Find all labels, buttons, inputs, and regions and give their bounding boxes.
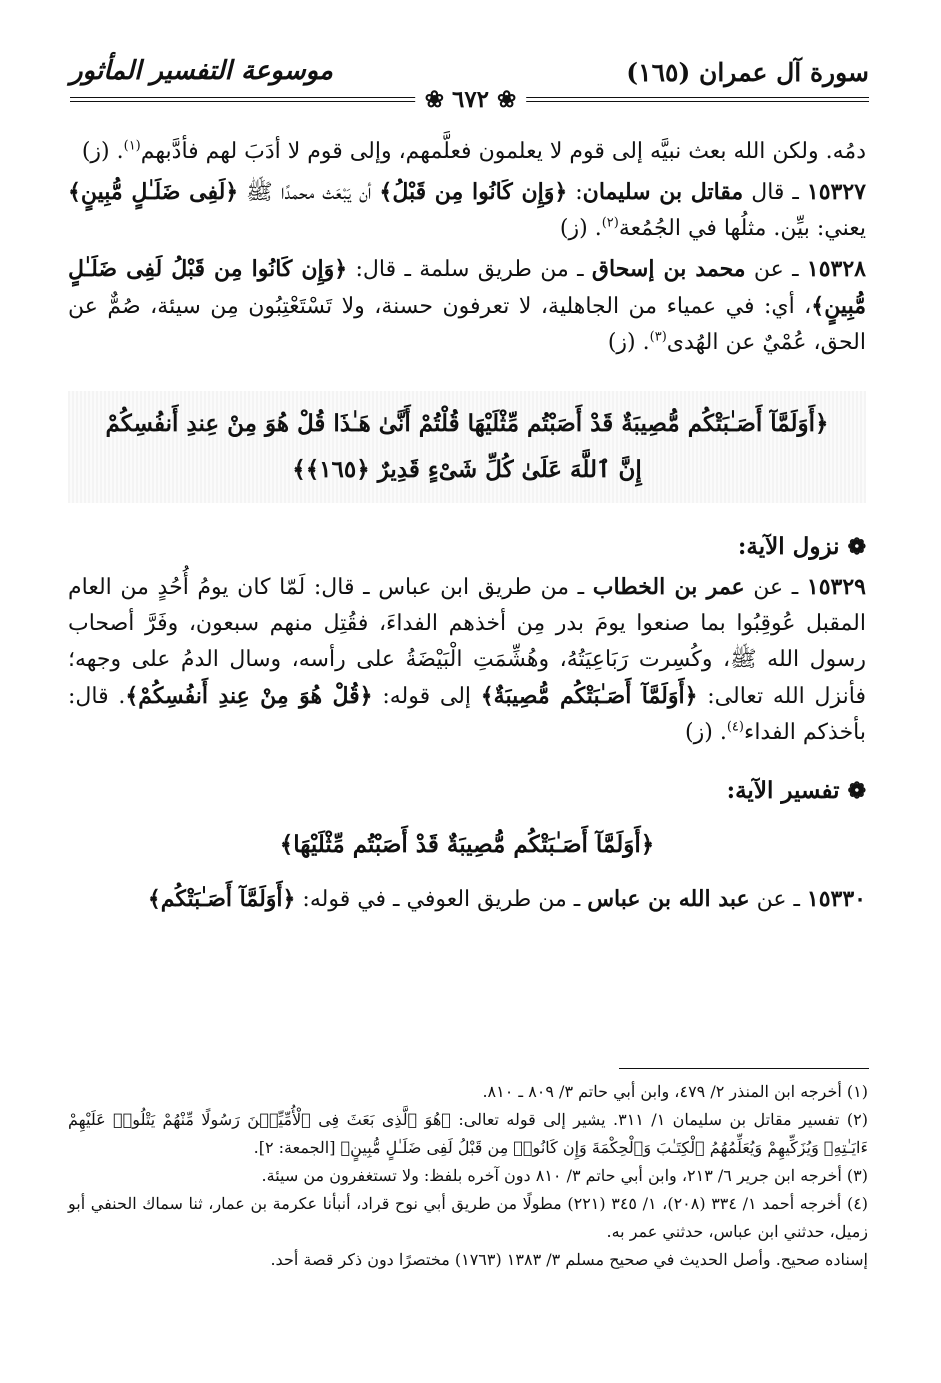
book-title-header: موسوعة التفسير المأثور	[70, 56, 333, 86]
footnote-2: (٢) تفسير مقاتل بن سليمان ١/ ٣١١. يشير إلى قوله تعالى: ﴿هُوَ ٱلَّذِى بَعَثَ فِى ٱلْأُمِّيِّـۧنَ رَسُولًا مِّنْهُمْ يَتْلُوا۟ عَلَيْهِمْ ءَايَـٰتِهِۦ وَيُزَكِّيهِمْ وَيُعَلِّمُهُمُ ٱلْكِتَـٰبَ وَٱلْحِكْمَةَ وَإِن كَانُوا۟ مِن قَبْلُ لَفِى ضَلَـٰلٍ مُّبِينٍ﴾ [الجمعة: ٢].	[68, 1110, 868, 1157]
main-text	[68, 134, 866, 922]
footnote-ref: (١)	[123, 138, 141, 154]
verse-line-1: ﴿أَوَلَمَّآ أَصَـٰبَتْكُم مُّصِيبَةٌ قَدْ أَصَبْتُم مِّثْلَيْهَا قُلْتُمْ أَنَّىٰ هَـٰذَا قُلْ هُوَ مِنْ عِندِ أَنفُسِكُمْ	[105, 410, 829, 437]
section-heading-tafsir: ❁ تفسير الآية:	[726, 777, 866, 804]
footnote-1: (١) أخرجه ابن المنذر ٢/ ٤٧٩، وابن أبي حاتم ٣/ ٨٠٩ ـ ٨١٠.	[482, 1082, 868, 1101]
verse-line-2: إِنَّ ٱللَّهَ عَلَىٰ كُلِّ شَىْءٍ قَدِيرٌ ﴿١٦٥﴾﴾	[292, 456, 642, 483]
footnote-4-grading: إسناده صحيح. وأصل الحديث في صحيح مسلم ٣/ ١٣٨٣ (١٧٦٣) مختصرًا دون ذكر قصة أحد.	[270, 1250, 868, 1269]
quran-quote: ﴿لَفِى ضَلَـٰلٍ مُّبِينٍ﴾	[68, 179, 239, 205]
narrator-name: عبد الله بن عباس	[587, 886, 750, 912]
narration-number: ١٥٣٣٠	[806, 886, 866, 912]
quran-quote: ﴿وَإِن كَانُوا مِن قَبْلُ﴾	[379, 179, 568, 205]
quran-quote: ﴿أَوَلَمَّآ أَصَـٰبَتْكُم﴾	[147, 886, 296, 912]
footnote-rule	[619, 1068, 869, 1069]
page-number: ❀ ٦٧٢ ❀	[415, 86, 527, 113]
flower-icon: ❁	[847, 534, 866, 560]
quran-quote: ﴿وَإِن كَانُوا مِن قَبْلُ لَفِى ضَلَـٰلٍ مُّبِينٍ﴾	[68, 256, 866, 319]
narration-15330: ١٥٣٣٠ ـ عن عبد الله بن عباس ـ من طريق العوفي ـ في قوله: ﴿أَوَلَمَّآ أَصَـٰبَتْكُم﴾	[147, 886, 866, 912]
surah-header: سورة آل عمران (١٦٥)	[626, 58, 869, 87]
narration-15329: ١٥٣٢٩ ـ عن عمر بن الخطاب ـ من طريق ابن عباس ـ قال: لَمّا كان يومُ أُحُدٍ من العام المقبل عُوقِبُوا بما صنعوا يومَ بدر مِن أخذهم الفداءَ، فقُتِل منهم سبعون، وفَرَّ أصحاب رسول الله ﷺ، وكُسِرت رَبَاعِيَتُهُ، وهُشِّمَتِ الْبَيْضَةُ على رأسه، وسال الدمُ على وجهه؛ فأنزل الله تعالى: ﴿أَوَلَمَّآ أَصَـٰبَتْكُم مُّصِيبَةٌ﴾ إلى قوله: ﴿قُلْ هُوَ مِنْ عِندِ أَنفُسِكُمْ﴾. قال: بأخذكم الفداء$^{(٤)}$. (ز)	[68, 574, 866, 745]
narration-number: ١٥٣٢٩	[806, 574, 866, 600]
narration-number: ١٥٣٢٧	[806, 179, 866, 205]
footnote-ref: (٤)	[726, 719, 744, 735]
footnote-ref: (٢)	[601, 215, 619, 231]
footnotes	[68, 1078, 868, 1274]
verse-heading: ﴿أَوَلَمَّآ أَصَـٰبَتْكُم مُّصِيبَةٌ قَدْ أَصَبْتُم مِّثْلَيْهَا﴾	[279, 831, 655, 858]
narration-15327: ١٥٣٢٧ ـ قال مقاتل بن سليمان: ﴿وَإِن كَانُوا مِن قَبْلُ﴾ أن يَبْعَث محمدًا ﷺ ﴿لَفِى ضَلَـٰلٍ مُّبِينٍ﴾ يعني: بيِّن. مثلُها في الجُمُعة$^{(٢)}$. (ز)	[68, 179, 866, 241]
quran-quote: ﴿أَوَلَمَّآ أَصَـٰبَتْكُم مُّصِيبَةٌ﴾	[480, 683, 698, 709]
flower-icon: ❁	[847, 778, 866, 804]
narrator-name: عمر بن الخطاب	[592, 574, 745, 600]
narration-15328: ١٥٣٢٨ ـ عن محمد بن إسحاق ـ من طريق سلمة ـ قال: ﴿وَإِن كَانُوا مِن قَبْلُ لَفِى ضَلَـٰلٍ مُّبِينٍ﴾، أي: في عمياء من الجاهلية، لا تعرفون حسنة، ولا تَسْتَعْتِبُون مِن سيئة، صُمٌّ عن الحق، عُمْيٌ عن الهُدى$^{(٣)}$. (ز)	[68, 256, 866, 355]
footnote-ref: (٣)	[649, 329, 667, 345]
narration-number: ١٥٣٢٨	[806, 256, 866, 282]
narrator-name: مقاتل بن سليمان	[582, 179, 744, 205]
quran-quote: ﴿قُلْ هُوَ مِنْ عِندِ أَنفُسِكُمْ﴾	[125, 683, 373, 709]
section-heading-revelation: ❁ نزول الآية:	[737, 533, 866, 560]
paragraph-continuation: دمُه. ولكن الله بعث نبيَّه إلى قوم لا يعلمون فعلَّمهم، وإلى قوم لا أدَبَ لهم فأدَّبهم$^{(١)}$. (ز)	[81, 138, 866, 164]
verse-block	[68, 391, 866, 503]
footnote-4: (٤) أخرجه أحمد ١/ ٣٣٤ (٢٠٨)، ١/ ٣٤٥ (٢٢١) مطولًا من طريق أبي نوح قراد، أنبأنا عكرمة بن عمار، ثنا سماك الحنفي أبو زميل، حدثني ابن عباس، حدثني عمر به.	[68, 1194, 869, 1241]
narrator-name: محمد بن إسحاق	[591, 256, 746, 282]
footnote-3: (٣) أخرجه ابن جرير ٦/ ٢١٣، وابن أبي حاتم ٣/ ٨١٠ دون آخره بلفظ: ولا تستغفرون من سيئة.	[261, 1166, 868, 1185]
